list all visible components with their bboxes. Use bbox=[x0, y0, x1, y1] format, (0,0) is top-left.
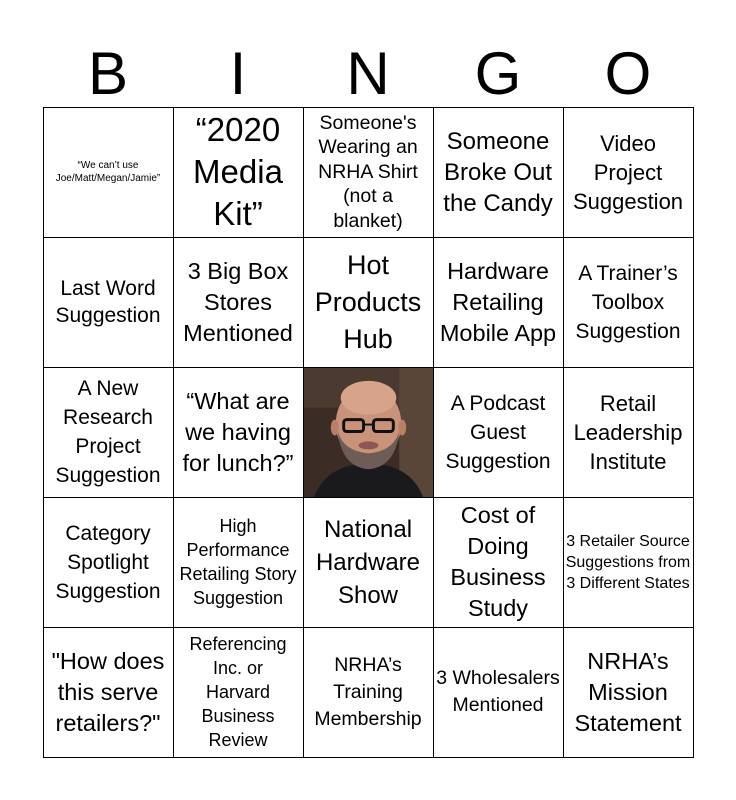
bingo-cell[interactable] bbox=[173, 497, 304, 628]
cell-text: Last Word Suggestion bbox=[55, 277, 161, 327]
bingo-cell[interactable] bbox=[173, 627, 304, 758]
bingo-cell[interactable] bbox=[43, 107, 174, 238]
cell-text: A Podcast Guest Suggestion bbox=[445, 391, 551, 473]
bingo-cell[interactable] bbox=[303, 497, 434, 628]
bingo-cell[interactable] bbox=[43, 627, 174, 758]
bingo-cell[interactable] bbox=[433, 627, 564, 758]
bingo-cell[interactable] bbox=[303, 237, 434, 368]
bingo-cell[interactable] bbox=[563, 497, 694, 628]
cell-text: NRHA’s Mission Statement bbox=[574, 647, 682, 736]
cell-text: 3 Big Box Stores Mentioned bbox=[183, 257, 293, 346]
cell-text: National Hardware Show bbox=[315, 515, 421, 609]
cell-text: 3 Retailer Source Suggestions from 3 Different States bbox=[565, 532, 691, 592]
cell-text: “What are we having for lunch?” bbox=[182, 387, 294, 476]
bingo-cell[interactable] bbox=[433, 107, 564, 238]
header-letter-n: N bbox=[346, 40, 390, 107]
cell-text: “2020 Media Kit” bbox=[193, 111, 283, 232]
bingo-cell[interactable] bbox=[563, 627, 694, 758]
cell-text: Referencing Inc. or Harvard Business Review bbox=[189, 634, 287, 750]
bingo-cell[interactable] bbox=[173, 107, 304, 238]
cell-text: “We can’t use Joe/Matt/Megan/Jamie” bbox=[55, 160, 161, 184]
header-letter-g: G bbox=[474, 40, 522, 107]
cell-text: Someone Broke Out the Candy bbox=[443, 127, 553, 217]
bingo-cell[interactable] bbox=[563, 107, 694, 238]
header-letter-i: I bbox=[229, 40, 247, 107]
bingo-cell[interactable] bbox=[563, 237, 694, 368]
bingo-cell[interactable] bbox=[43, 497, 174, 628]
bingo-cell[interactable] bbox=[303, 627, 434, 758]
cell-text: Cost of Doing Business Study bbox=[450, 502, 546, 621]
cell-text: Someone's Wearing an NRHA Shirt (not a blanket) bbox=[318, 111, 418, 232]
bingo-header bbox=[43, 40, 693, 108]
cell-text: Retail Leadership Institute bbox=[573, 390, 683, 474]
cell-text: Hot Products Hub bbox=[314, 249, 422, 354]
cell-text: Category Spotlight Suggestion bbox=[55, 521, 161, 603]
bingo-cell[interactable] bbox=[563, 367, 694, 498]
person-photo bbox=[304, 368, 433, 497]
bingo-cell[interactable] bbox=[43, 367, 174, 498]
header-letter-b: B bbox=[87, 40, 129, 107]
cell-text: A Trainer’s Toolbox Suggestion bbox=[575, 261, 681, 343]
bingo-cell[interactable] bbox=[173, 367, 304, 498]
cell-text: NRHA’s Training Membership bbox=[314, 653, 422, 730]
center-free-space[interactable] bbox=[303, 367, 434, 498]
bingo-cell[interactable] bbox=[43, 237, 174, 368]
bingo-grid bbox=[43, 107, 693, 757]
cell-text: A New Research Project Suggestion bbox=[55, 377, 161, 487]
bingo-cell[interactable] bbox=[433, 367, 564, 498]
cell-text: Video Project Suggestion bbox=[572, 130, 684, 214]
bingo-cell[interactable] bbox=[433, 497, 564, 628]
cell-text: High Performance Retailing Story Suggestion bbox=[179, 516, 297, 608]
bingo-cell[interactable] bbox=[303, 107, 434, 238]
cell-text: "How does this serve retailers?" bbox=[51, 647, 165, 736]
cell-text: 3 Wholesalers Mentioned bbox=[436, 667, 560, 716]
cell-text: Hardware Retailing Mobile App bbox=[439, 257, 557, 346]
bingo-cell[interactable] bbox=[433, 237, 564, 368]
bingo-cell[interactable] bbox=[173, 237, 304, 368]
header-letter-o: O bbox=[604, 40, 652, 107]
